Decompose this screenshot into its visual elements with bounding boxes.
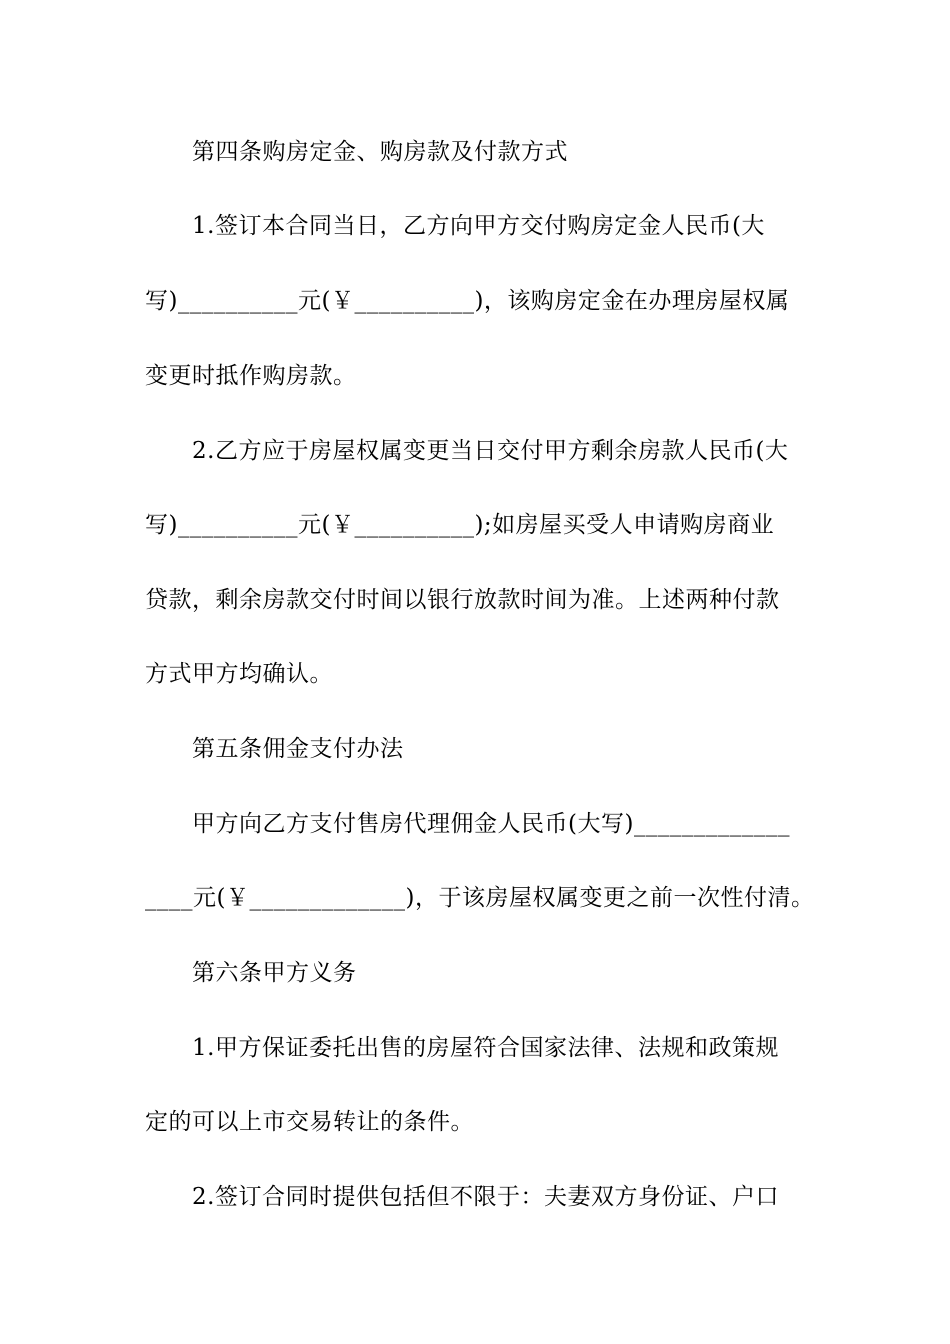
paragraph-line: 定的可以上市交易转让的条件。 bbox=[145, 1109, 474, 1135]
paragraph-line: 写)__________元(￥__________)，该购房定金在办理房屋权属 bbox=[145, 288, 790, 314]
paragraph-line: ____元(￥_____________)，于该房屋权属变更之前一次性付清。 bbox=[145, 885, 815, 911]
paragraph-line: 方式甲方均确认。 bbox=[145, 661, 333, 687]
paragraph-line: 1.甲方保证委托出售的房屋符合国家法律、法规和政策规 bbox=[192, 1035, 779, 1061]
paragraph-line: 2.签订合同时提供包括但不限于：夫妻双方身份证、户口 bbox=[192, 1184, 779, 1210]
article-4-heading: 第四条购房定金、购房款及付款方式 bbox=[192, 139, 568, 165]
paragraph-line: 写)__________元(￥__________);如房屋买受人申请购房商业 bbox=[145, 512, 775, 538]
paragraph-line: 贷款，剩余房款交付时间以银行放款时间为准。上述两种付款 bbox=[145, 587, 780, 613]
article-6-heading: 第六条甲方义务 bbox=[192, 960, 357, 986]
paragraph-line: 变更时抵作购房款。 bbox=[145, 363, 357, 389]
paragraph-line: 2.乙方应于房屋权属变更当日交付甲方剩余房款人民币(大 bbox=[192, 438, 789, 464]
paragraph-line: 1.签订本合同当日，乙方向甲方交付购房定金人民币(大 bbox=[192, 213, 765, 239]
paragraph-line: 甲方向乙方支付售房代理佣金人民币(大写)_____________ bbox=[192, 811, 790, 837]
article-5-heading: 第五条佣金支付办法 bbox=[192, 736, 404, 762]
